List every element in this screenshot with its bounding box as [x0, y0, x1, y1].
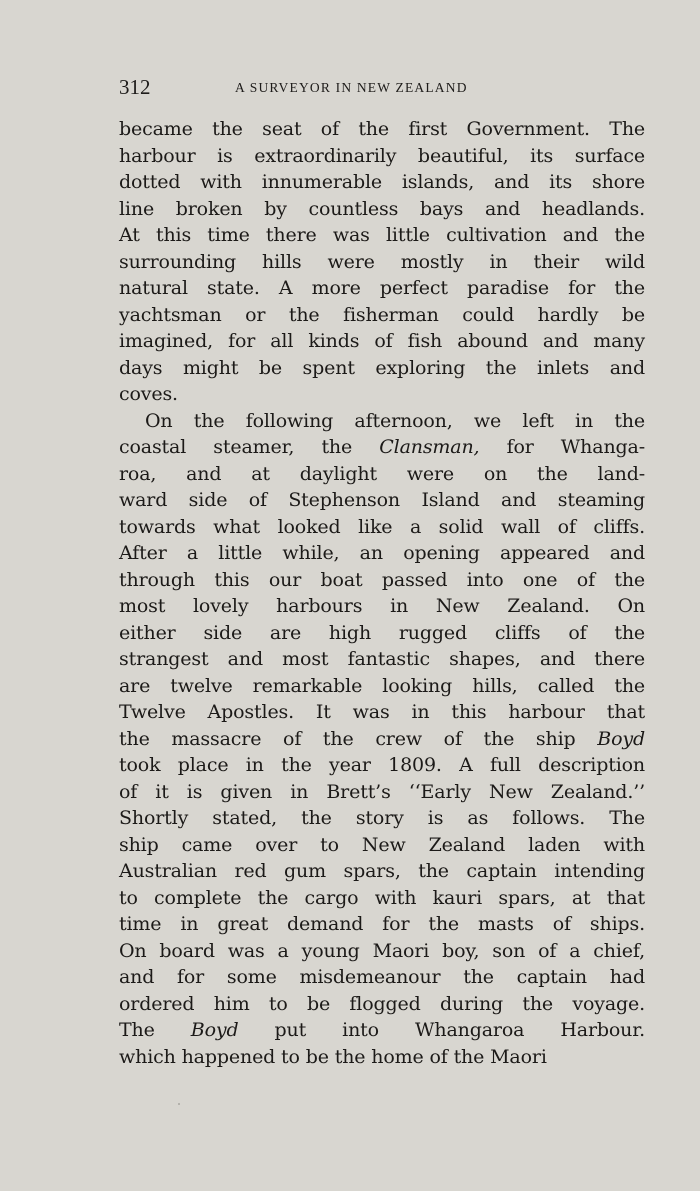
- text-line: ward side of Stephenson Island and steaming: [119, 489, 645, 511]
- text-line: days might be spent exploring the inlets and: [119, 356, 645, 379]
- text-fragment: the massacre of the crew of the ship: [119, 727, 576, 750]
- text-fragment: put into Whangaroa Harbour.: [274, 1019, 645, 1041]
- text-line: coves.: [119, 383, 178, 405]
- text-line: On board was a young Maori boy, son of a chief,: [119, 939, 645, 962]
- text-fragment: for Whanga-: [506, 436, 645, 458]
- text-line: strangest and most fantastic shapes, and there: [119, 648, 645, 670]
- ship-name-italic: Clansman,: [379, 436, 480, 458]
- text-fragment: The: [119, 1019, 155, 1041]
- body-text: [119, 116, 645, 1070]
- text-line-mixed: [119, 434, 645, 461]
- running-title: A SURVEYOR IN NEW ZEALAND: [235, 80, 468, 95]
- text-line: line broken by countless bays and headlands.: [119, 197, 645, 220]
- text-line: roa, and at daylight were on the land-: [119, 462, 645, 485]
- text-line: are twelve remarkable looking hills, called the: [119, 674, 645, 697]
- text-line: took place in the year 1809. A full description: [119, 754, 645, 776]
- text-line: became the seat of the first Government. The: [119, 118, 645, 140]
- text-line: which happened to be the home of the Maori: [119, 1045, 547, 1068]
- text-line: through this our boat passed into one of the: [119, 568, 645, 591]
- text-line: and for some misdemeanour the captain had: [119, 966, 645, 988]
- text-line: harbour is extraordinarily beautiful, its surface: [119, 144, 645, 167]
- text-line: to complete the cargo with kauri spars, at that: [119, 886, 645, 909]
- text-line: either side are high rugged cliffs of the: [119, 621, 645, 644]
- text-line: At this time there was little cultivation and the: [119, 224, 645, 246]
- text-line: Shortly stated, the story is as follows. The: [119, 807, 645, 829]
- text-line: natural state. A more perfect paradise for the: [119, 277, 645, 299]
- paragraph-start-line: On the following afternoon, we left in the: [145, 409, 645, 432]
- text-line: ship came over to New Zealand laden with: [119, 833, 645, 856]
- running-header: [119, 72, 645, 102]
- text-line: After a little while, an opening appeared and: [119, 542, 645, 564]
- text-line: time in great demand for the masts of ships.: [119, 913, 645, 935]
- text-line-mixed: [119, 1017, 645, 1044]
- text-line: ordered him to be flogged during the voyage.: [119, 992, 645, 1015]
- text-line: surrounding hills were mostly in their wild: [119, 250, 645, 273]
- ship-name-italic: Boyd: [597, 727, 645, 750]
- paper-speck: [178, 1103, 180, 1105]
- text-line-mixed: [119, 726, 645, 753]
- text-line: Australian red gum spars, the captain intending: [119, 860, 645, 882]
- text-line: most lovely harbours in New Zealand. On: [119, 595, 645, 617]
- text-fragment: coastal steamer, the: [119, 436, 353, 458]
- ship-name-italic: Boyd: [190, 1019, 239, 1041]
- text-line: yachtsman or the fisherman could hardly be: [119, 303, 645, 326]
- text-line: towards what looked like a solid wall of cliffs.: [119, 515, 645, 538]
- text-line: dotted with innumerable islands, and its shore: [119, 171, 645, 193]
- text-line: Twelve Apostles. It was in this harbour that: [119, 701, 645, 723]
- text-line: imagined, for all kinds of fish abound and many: [119, 330, 645, 352]
- page-number: 312: [119, 75, 151, 99]
- text-line: of it is given in Brett’s ‘‘Early New Zealand.’’: [119, 780, 645, 803]
